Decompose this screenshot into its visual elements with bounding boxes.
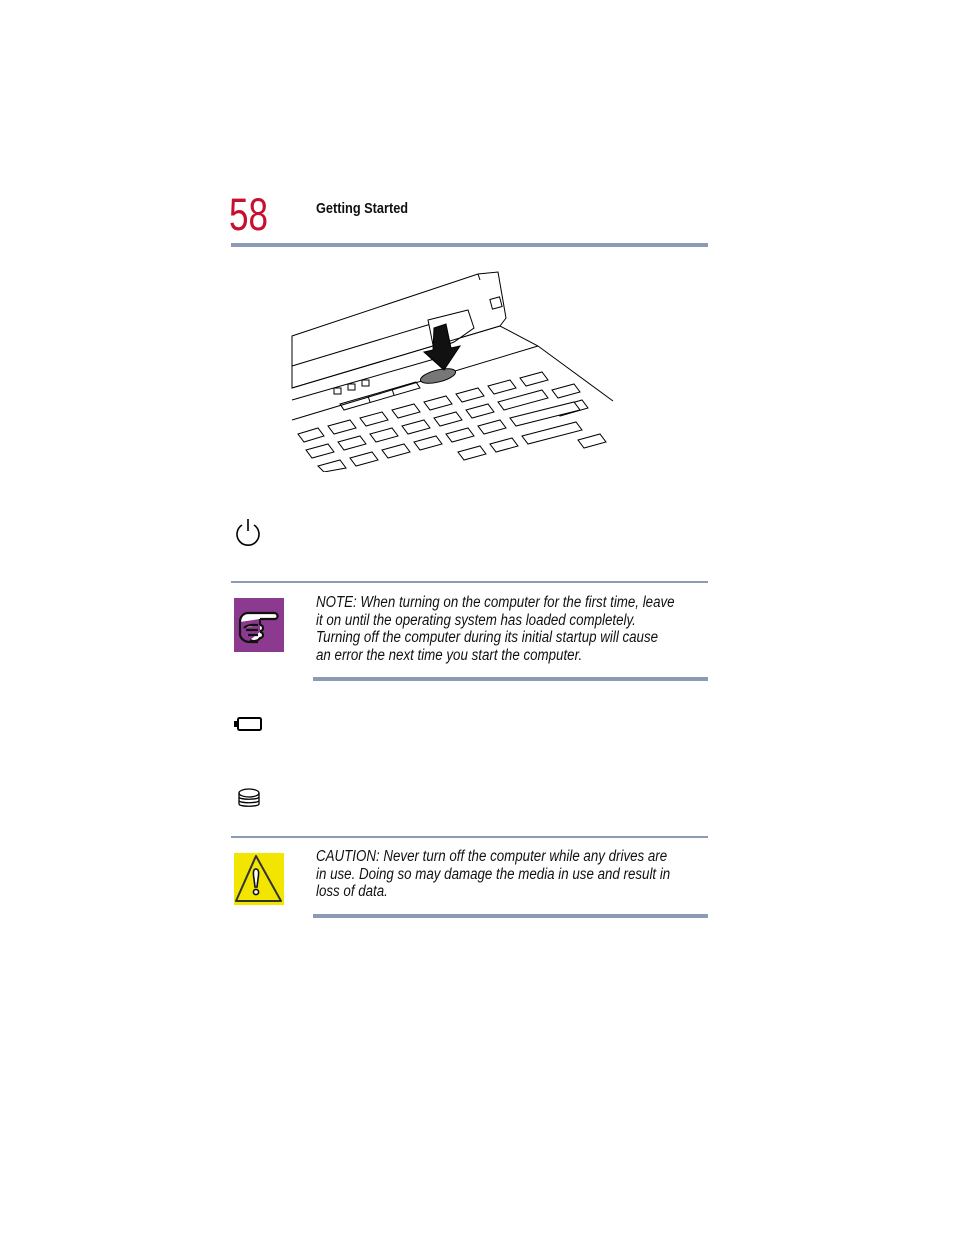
header-rule	[231, 243, 708, 247]
caution-line: CAUTION: Never turn off the computer while any drives are	[316, 848, 668, 865]
caution-bottom-rule	[313, 914, 708, 918]
note-line: it on until the operating system has loaded completely.	[316, 611, 636, 629]
caution-line: loss of data.	[316, 883, 388, 900]
caution-top-rule	[231, 836, 708, 838]
laptop-power-button-illustration	[288, 268, 614, 472]
running-head: Getting Started	[316, 200, 409, 217]
note-top-rule	[231, 581, 708, 583]
battery-icon	[234, 715, 264, 733]
note-text	[316, 594, 675, 664]
note-line: an error the next time you start the computer.	[316, 646, 583, 664]
note-line: NOTE: When turning on the computer for the first time, leave	[316, 594, 675, 611]
page-number: 58	[229, 189, 269, 240]
note-line: Turning off the computer during its initial startup will cause	[316, 629, 659, 646]
note-bottom-rule	[313, 677, 708, 681]
pointing-hand-icon	[234, 598, 284, 652]
caution-text	[316, 848, 671, 901]
disk-icon	[236, 788, 262, 810]
caution-line: in use. Doing so may damage the media in use and result in	[316, 865, 671, 883]
warning-triangle-icon	[234, 853, 284, 905]
power-icon	[234, 515, 262, 547]
